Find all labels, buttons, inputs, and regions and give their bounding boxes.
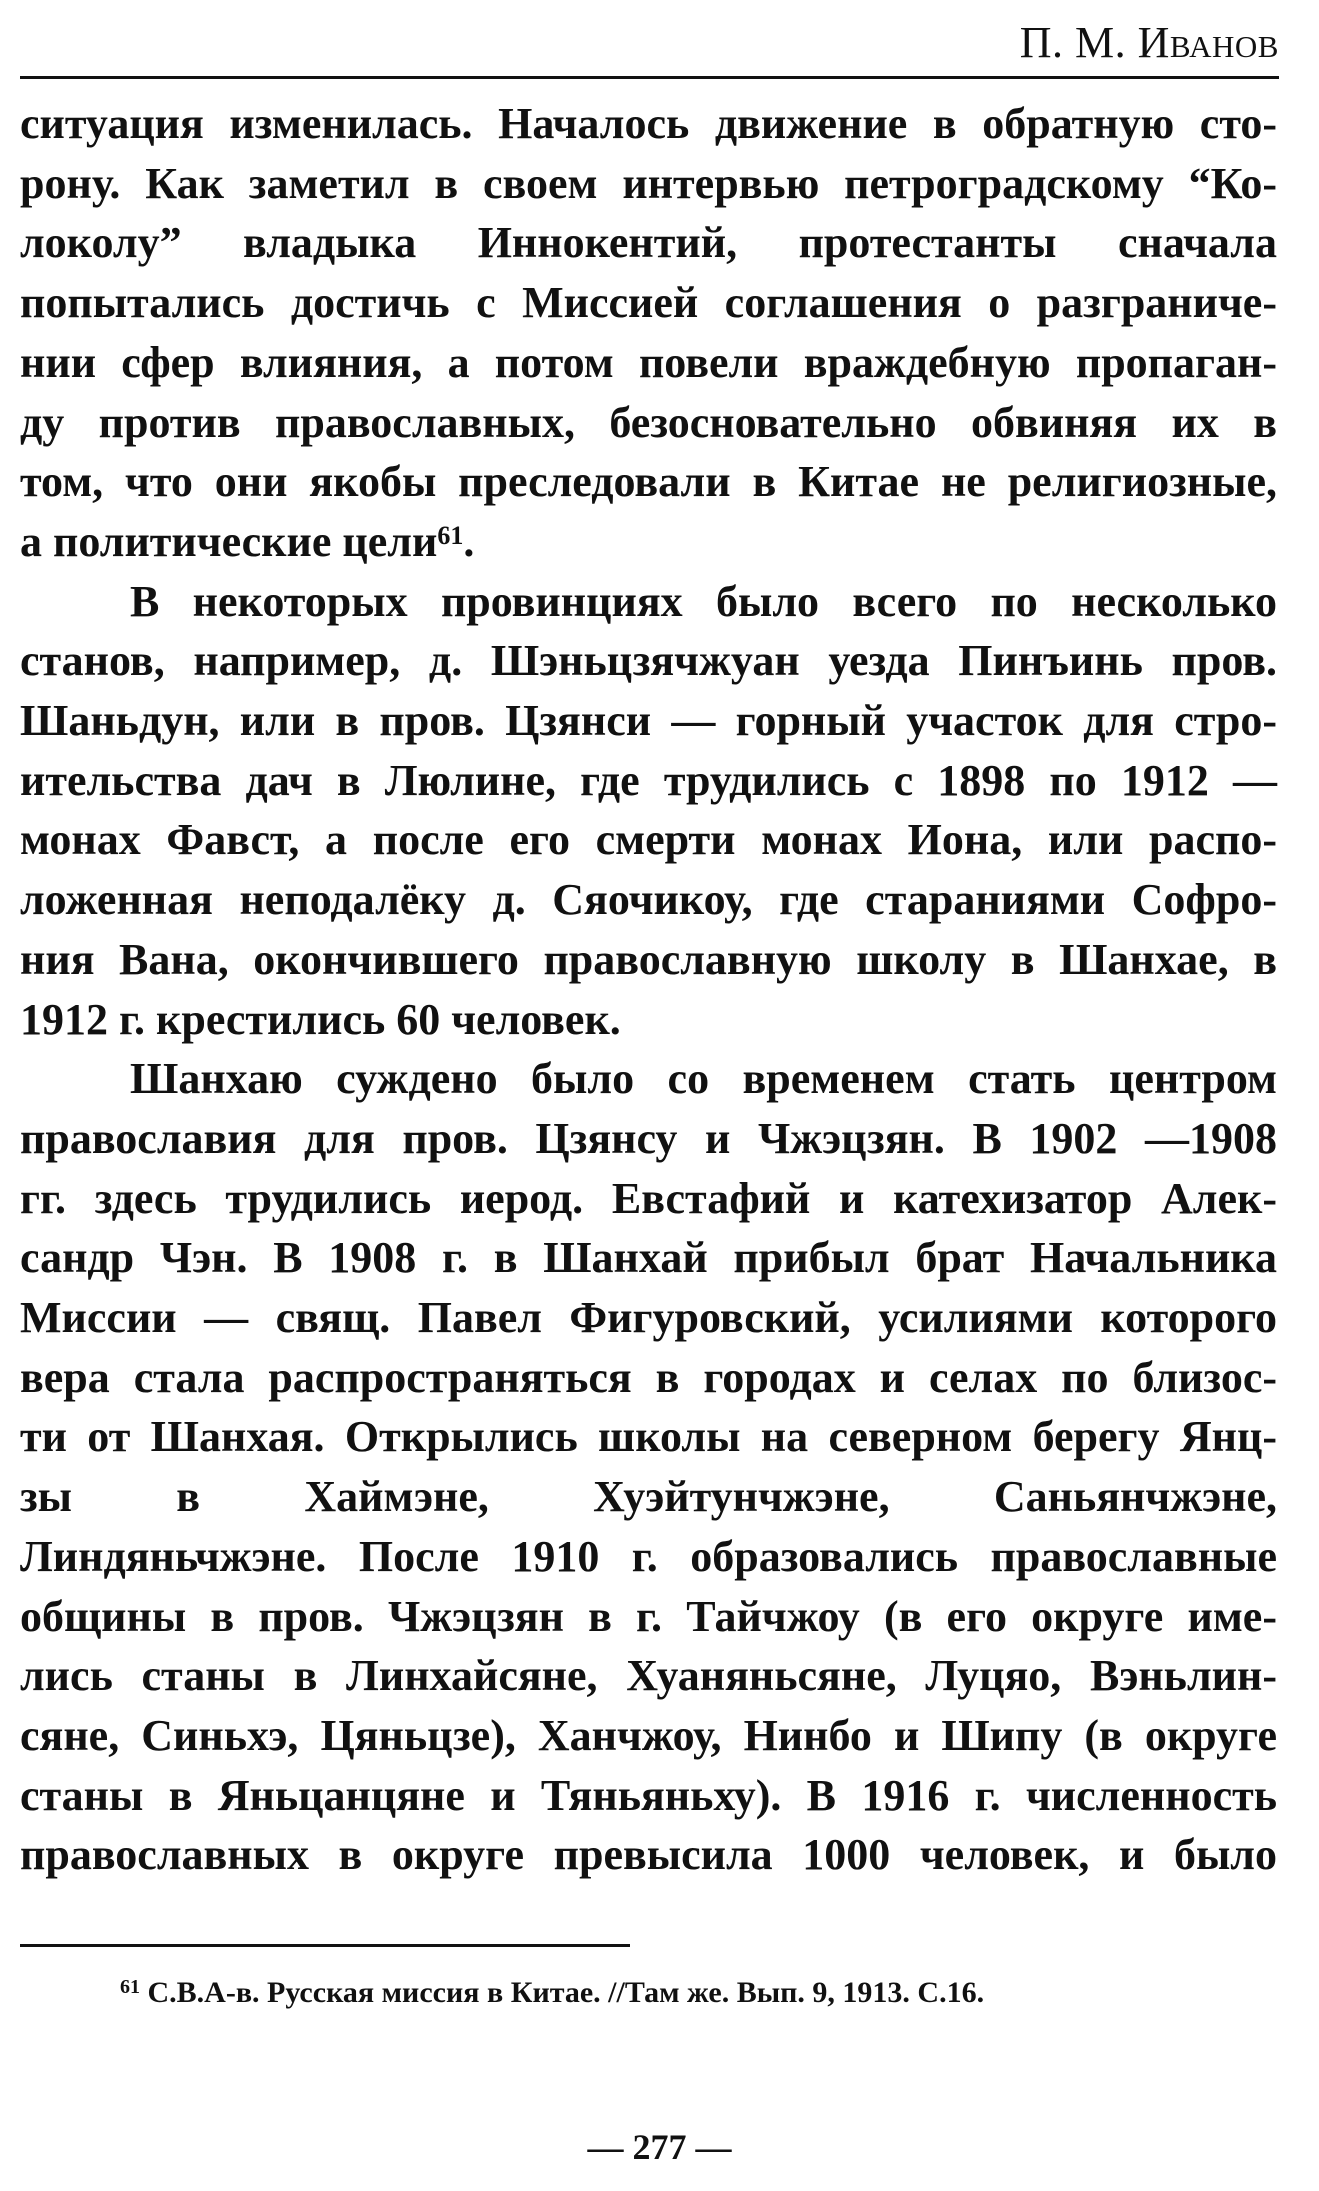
paragraph-line: Миссии — свящ. Павел Фигуровский, усилиями которого [20,1293,1277,1343]
body-text [20,94,1277,1885]
paragraph-last-line [20,512,1277,572]
paragraph-line: православия для пров. Цзянсу и Чжэцзян. В 1902 —1908 [20,1113,1277,1163]
paragraph-last-line: 1912 г. крестились 60 человек. [20,994,621,1044]
paragraph-line: нии сфер влияния, а потом повели враждебную пропаган- [20,337,1277,387]
footnote-reference[interactable]: 61 [437,520,464,550]
footnote-text: С.В.А-в. Русская миссия в Китае. //Там же. Вып. 9, 1913. С.16. [147,1976,985,2009]
paragraph-line: вера стала распространяться в городах и селах по близос- [20,1352,1277,1402]
paragraph-line: гг. здесь трудились иерод. Евстафий и катехизатор Алек- [20,1173,1277,1223]
paragraph-line: ду против православных, безосновательно обвиняя их в [20,397,1277,447]
paragraph-line: ти от Шанхая. Открылись школы на северном берегу Янц- [20,1412,1277,1462]
page-number: — 277 — [587,2127,732,2167]
header-author: П. М. Иванов [1019,18,1279,67]
paragraph-line: общины в пров. Чжэцзян в г. Тайчжоу (в его округе име- [20,1591,1277,1641]
paragraph-line: станов, например, д. Шэньцзячжуан уезда Пинъинь пров. [20,636,1277,686]
paragraph-line: Линдяньчжэне. После 1910 г. образовались православные [20,1531,1277,1581]
paragraph-line: том, что они якобы преследовали в Китае не религиозные, [20,457,1277,507]
paragraph-line: рону. Как заметил в своем интервью петроградскому “Ко- [20,158,1277,208]
footnote-number: 61 [120,1976,140,1998]
footnote [120,1976,984,2010]
paragraph-line: монах Фавст, а после его смерти монах Иона, или распо- [20,815,1277,865]
paragraph-line: попытались достичь с Миссией соглашения о разграниче- [20,278,1277,328]
paragraph-line: Шанхаю суждено было со временем стать центром [130,1054,1277,1104]
paragraph-line: православных в округе превысила 1000 человек, и было [20,1830,1277,1880]
paragraph-line: лись станы в Линхайсяне, Хуаняньсяне, Луцяо, Вэньлин- [20,1651,1277,1701]
paragraph-line: ительства дач в Люлине, где трудились с 1898 по 1912 — [20,755,1277,805]
footnote-divider [20,1944,630,1947]
paragraph-line: ситуация изменилась. Началось движение в обратную сто- [20,99,1277,148]
paragraph-line: локолу” владыка Иннокентий, протестанты сначала [20,218,1277,268]
paragraph-line: В некоторых провинциях было всего по несколько [130,576,1277,626]
paragraph-line: Шаньдун, или в пров. Цзянси — горный участок для стро- [20,696,1277,746]
paragraph-line: сандр Чэн. В 1908 г. в Шанхай прибыл брат Начальника [20,1233,1277,1283]
paragraph-line: сяне, Синьхэ, Цяньцзе), Ханчжоу, Нинбо и Шипу (в округе [20,1710,1277,1760]
paragraph-line: ложенная неподалёку д. Сяочикоу, где стараниями Софро- [20,875,1277,925]
paragraph-line: ния Вана, окончившего православную школу в Шанхае, в [20,934,1277,984]
paragraph-line: станы в Яньцанцяне и Тяньяньху). В 1916 г. численность [20,1770,1277,1820]
paragraph-line: зы в Хаймэне, Хуэйтунчжэне, Саньянчжэне, [20,1472,1277,1522]
running-header [20,20,1279,79]
paragraph-text: . [463,516,475,566]
paragraph-text: а политические цели [20,516,438,566]
